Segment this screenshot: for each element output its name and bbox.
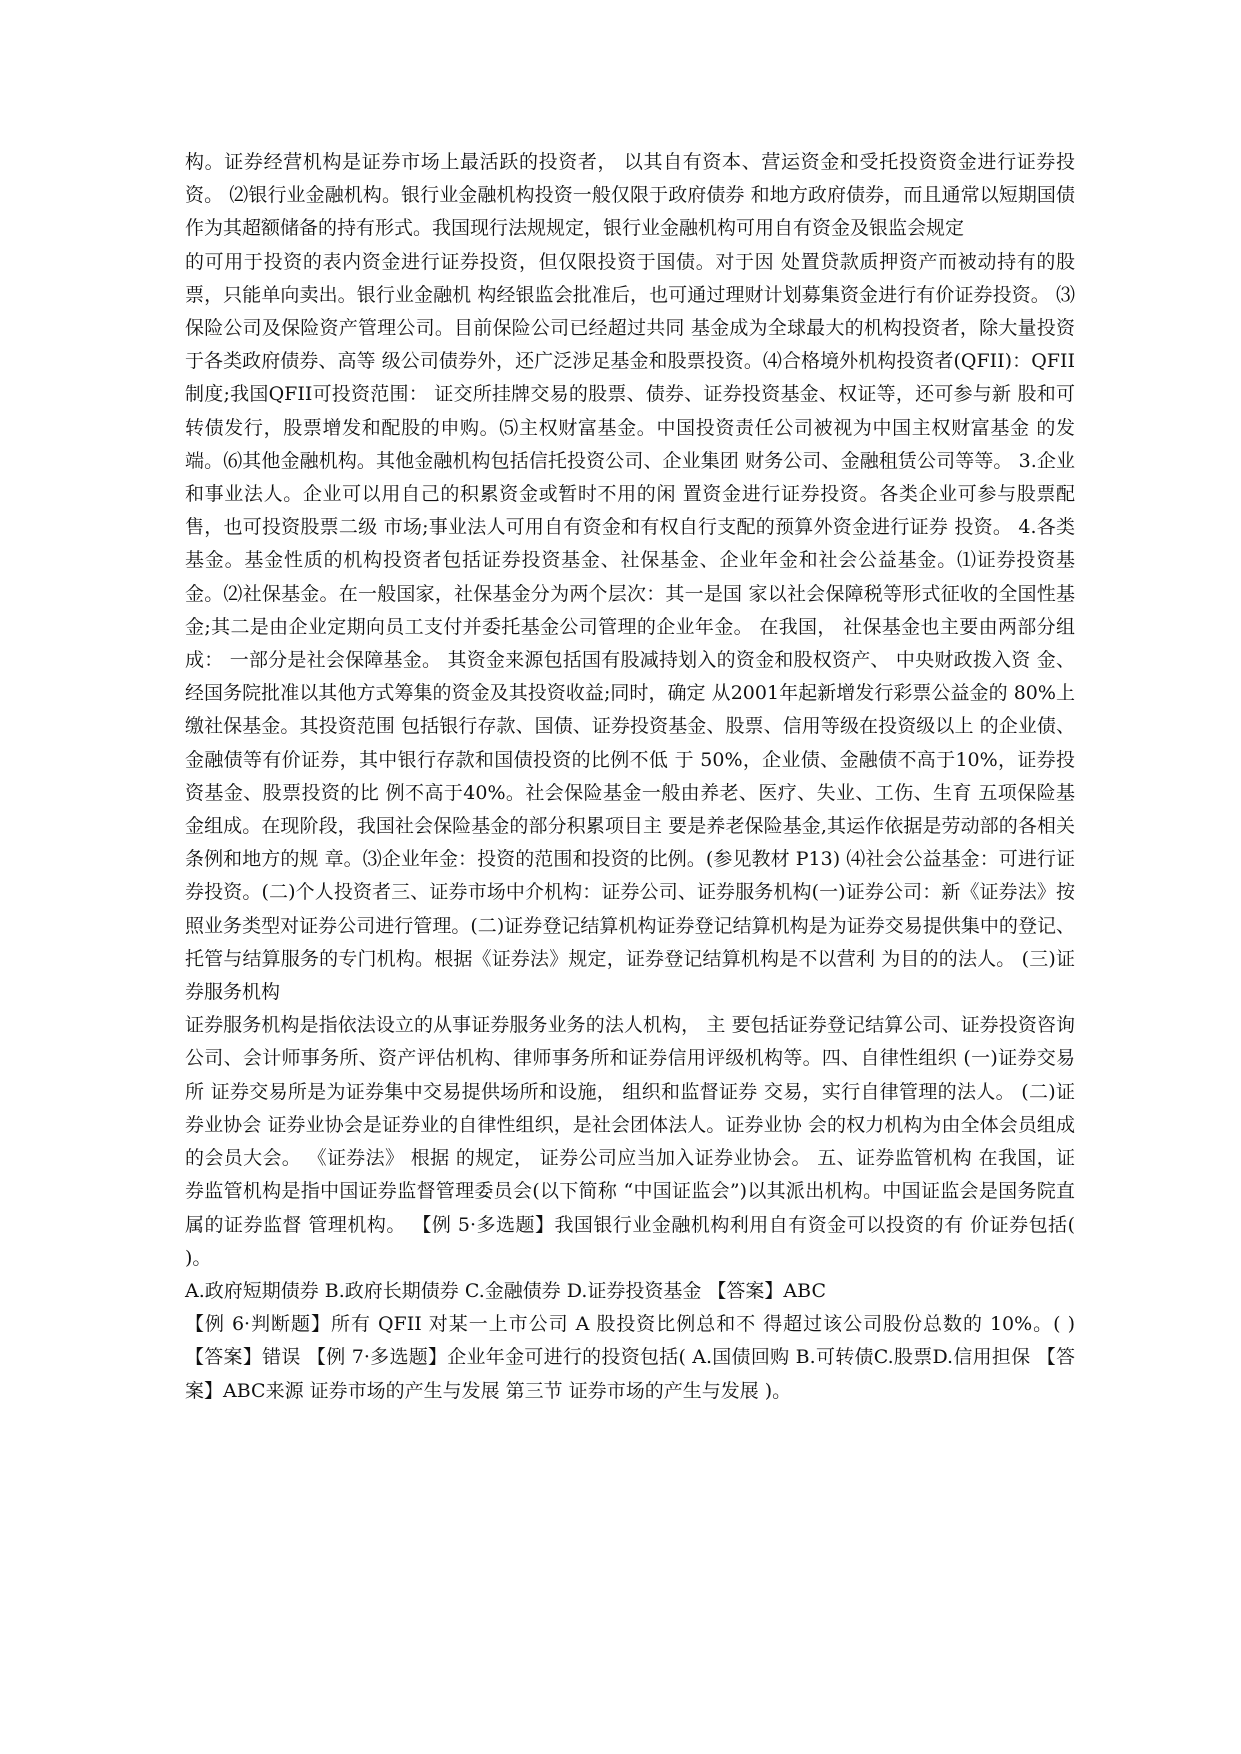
paragraph: 构。证券经营机构是证券市场上最活跃的投资者， 以其自有资本、营运资金和受托投资资金进行证券投资。 ⑵银行业金融机构。银行业金融机构投资一般仅限于政府债券 和地方政府债券，而且通常以短期国债作为其超额储备的持有形式。我国现行法规规定，银行业金融机构可用自有资金及银监会规定 bbox=[185, 151, 1075, 240]
paragraph: 证券服务机构是指依法设立的从事证券服务业务的法人机构， 主 要包括证券登记结算公司、证券投资咨询公司、会计师事务所、资产评估机构、律师事务所和证券信用评级机构等。四、自律性组织 (一)证券交易所 证券交易所是为证券集中交易提供场所和设施， 组织和监督证券 交易，实行自律管理的法人。 (二)证券业协会 证券业协会是证券业的自律性组织，是社会团体法人。证券业协 会的权力机构为由全体会员组成的会员大会。 《证券法》 根据 的规定， 证券公司应当加入证券业协会。 五、证券监管机构 在我国，证券监管机构是指中国证券监督管理委员会(以下简称 “中国证监会”)以其派出机构。中国证监会是国务院直属的证券监督 管理机构。 【例 5·多选题】我国银行业金融机构利用自有资金可以投资的有 价证券包括( )。 bbox=[185, 1014, 1075, 1269]
paragraph: A.政府短期债券 B.政府长期债券 C.金融债券 D.证券投资基金 【答案】ABC bbox=[185, 1279, 826, 1302]
paragraph: 【例 6·判断题】所有 QFII 对某一上市公司 A 股投资比例总和不 得超过该公司股份总数的 10%。( ) 【答案】错误 【例 7·多选题】企业年金可进行的投资包括( A.国债回购 B.可转债C.股票D.信用担保 【答案】ABC来源 证券市场的产生与发展 第三节 证券市场的产生与发展 )。 bbox=[185, 1313, 1075, 1402]
document-page bbox=[185, 146, 1075, 1408]
paragraph: 的可用于投资的表内资金进行证券投资，但仅限投资于国债。对于因 处置贷款质押资产而被动持有的股票，只能单向卖出。银行业金融机 构经银监会批准后，也可通过理财计划募集资金进行有价证券投资。 ⑶保险公司及保险资产管理公司。目前保险公司已经超过共同 基金成为全球最大的机构投资者，除大量投资于各类政府债券、高等 级公司债券外，还广泛涉足基金和股票投资。⑷合格境外机构投资者(QFII)：QFII制度;我国QFII可投资范围： 证交所挂牌交易的股票、债券、证券投资基金、权证等，还可参与新 股和可转债发行，股票增发和配股的申购。⑸主权财富基金。中国投资责任公司被视为中国主权财富基金 的发端。⑹其他金融机构。其他金融机构包括信托投资公司、企业集团 财务公司、金融租赁公司等等。 3.企业和事业法人。企业可以用自己的积累资金或暂时不用的闲 置资金进行证券投资。各类企业可参与股票配售，也可投资股票二级 市场;事业法人可用自有资金和有权自行支配的预算外资金进行证券 投资。 4.各类基金。基金性质的机构投资者包括证券投资基金、社保基金、企业年金和社会公益基金。⑴证券投资基金。⑵社保基金。在一般国家，社保基金分为两个层次：其一是国 家以社会保障税等形式征收的全国性基金;其二是由企业定期向员工支付并委托基金公司管理的企业年金。 在我国， 社保基金也主要由两部分组成： 一部分是社会保障基金。 其资金来源包括国有股减持划入的资金和股权资产、 中央财政拨入资 金、经国务院批准以其他方式筹集的资金及其投资收益;同时，确定 从2001年起新增发行彩票公益金的 80%上缴社保基金。其投资范围 包括银行存款、国债、证券投资基金、股票、信用等级在投资级以上 的企业债、金融债等有价证券，其中银行存款和国债投资的比例不低 于 50%，企业债、金融债不高于10%，证券投资基金、股票投资的比 例不高于40%。社会保险基金一般由养老、医疗、失业、工伤、生育 五项保险基金组成。在现阶段，我国社会保险基金的部分积累项目主 要是养老保险基金,其运作依据是劳动部的各相关条例和地方的规 章。⑶企业年金：投资的范围和投资的比例。(参见教材 P13) ⑷社会公益基金：可进行证券投资。(二)个人投资者三、证券市场中介机构：证券公司、证券服务机构(一)证券公司：新《证券法》按照业务类型对证券公司进行管理。(二)证券登记结算机构证券登记结算机构是为证券交易提供集中的登记、托管与结算服务的专门机构。根据《证券法》规定，证券登记结算机构是不以营利 为目的的法人。 (三)证券服务机构 bbox=[185, 250, 1075, 1004]
